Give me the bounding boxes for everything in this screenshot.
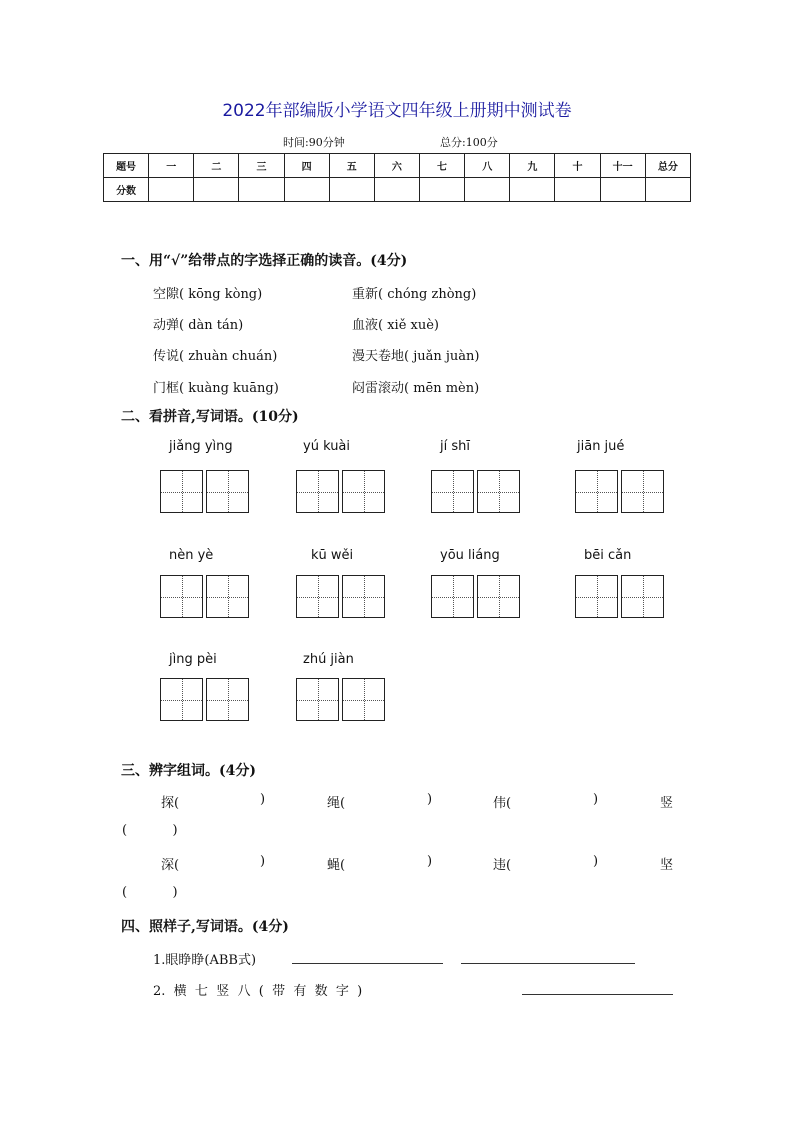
word-group-close: ) <box>593 792 599 807</box>
writing-grid-box[interactable] <box>477 470 520 513</box>
score-table-header-row <box>104 154 691 178</box>
writing-grid-box[interactable] <box>296 470 339 513</box>
score-header-cell: 七 <box>419 154 464 178</box>
score-input-cell[interactable] <box>645 178 690 202</box>
writing-grid-box[interactable] <box>160 678 203 721</box>
pronunciation-item[interactable]: 传说( zhuàn chuán) <box>153 349 278 364</box>
word-group-char: 绳( <box>327 796 346 811</box>
pinyin-label: jìng pèi <box>169 652 217 667</box>
section-1-heading: 一、用“√”给带点的字选择正确的读音。(4分) <box>121 253 408 269</box>
score-header-cell: 一 <box>149 154 194 178</box>
score-input-cell[interactable] <box>329 178 374 202</box>
score-input-cell[interactable] <box>194 178 239 202</box>
score-table <box>103 153 691 202</box>
word-group-char: 探( <box>161 796 180 811</box>
time-limit: 时间:90分钟 <box>283 136 345 149</box>
score-header-cell: 总分 <box>645 154 690 178</box>
word-group-close: ) <box>427 854 433 869</box>
writing-grid-box[interactable] <box>296 575 339 618</box>
score-input-cell[interactable] <box>600 178 645 202</box>
writing-grid-box[interactable] <box>342 678 385 721</box>
pronunciation-item[interactable]: 漫天卷地( juǎn juàn) <box>352 349 480 364</box>
word-group-close: ) <box>427 792 433 807</box>
pronunciation-item[interactable]: 动弹( dàn tán) <box>153 318 244 333</box>
writing-grid-box[interactable] <box>621 575 664 618</box>
word-group-char: 违( <box>493 858 512 873</box>
pronunciation-item[interactable]: 空隙( kōng kòng) <box>153 287 263 302</box>
pinyin-label: jiān jué <box>577 439 625 454</box>
pinyin-label: yú kuài <box>303 439 351 454</box>
score-header-cell: 六 <box>374 154 419 178</box>
score-input-cell[interactable] <box>374 178 419 202</box>
word-group-close: ) <box>260 854 266 869</box>
pronunciation-item[interactable]: 闷雷滚动( mēn mèn) <box>352 381 480 396</box>
word-group-blank[interactable]: ( ) <box>122 885 178 900</box>
score-row-label: 分数 <box>104 178 149 202</box>
word-group-char: 蝇( <box>327 858 346 873</box>
writing-grid-box[interactable] <box>296 678 339 721</box>
score-header-cell: 八 <box>465 154 510 178</box>
answer-line[interactable] <box>522 993 673 995</box>
score-input-cell[interactable] <box>510 178 555 202</box>
pronunciation-item[interactable]: 重新( chóng zhòng) <box>352 287 477 302</box>
pinyin-label: bēi cǎn <box>584 548 632 563</box>
score-input-cell[interactable] <box>284 178 329 202</box>
writing-grid-box[interactable] <box>575 575 618 618</box>
score-input-cell[interactable] <box>465 178 510 202</box>
score-header-cell: 三 <box>239 154 284 178</box>
score-header-cell: 十一 <box>600 154 645 178</box>
total-score: 总分:100分 <box>440 136 498 149</box>
section-4-heading: 四、照样子,写词语。(4分) <box>121 919 289 935</box>
writing-grid-box[interactable] <box>160 575 203 618</box>
pinyin-label: jiǎng yìng <box>169 439 233 454</box>
score-input-cell[interactable] <box>555 178 600 202</box>
writing-grid-box[interactable] <box>160 470 203 513</box>
score-table-score-row <box>104 178 691 202</box>
writing-grid-box[interactable] <box>477 575 520 618</box>
word-group-char: 伟( <box>493 796 512 811</box>
score-input-cell[interactable] <box>149 178 194 202</box>
word-group-char: 坚 <box>660 858 674 873</box>
pinyin-label: jí shī <box>440 439 470 454</box>
writing-grid-box[interactable] <box>342 470 385 513</box>
word-group-blank[interactable]: ( ) <box>122 823 178 838</box>
score-header-cell: 五 <box>329 154 374 178</box>
score-header-cell: 十 <box>555 154 600 178</box>
word-group-close: ) <box>593 854 599 869</box>
writing-grid-box[interactable] <box>575 470 618 513</box>
writing-grid-box[interactable] <box>206 678 249 721</box>
writing-grid-box[interactable] <box>431 470 474 513</box>
word-group-close: ) <box>260 792 266 807</box>
pronunciation-item[interactable]: 血液( xiě xuè) <box>352 318 439 333</box>
pinyin-label: nèn yè <box>169 548 214 563</box>
score-input-cell[interactable] <box>419 178 464 202</box>
score-header-cell: 九 <box>510 154 555 178</box>
word-group-char: 深( <box>161 858 180 873</box>
score-header-cell: 题号 <box>104 154 149 178</box>
answer-line[interactable] <box>461 962 635 964</box>
page-title: 2022年部编版小学语文四年级上册期中测试卷 <box>222 101 572 121</box>
score-header-cell: 二 <box>194 154 239 178</box>
score-input-cell[interactable] <box>239 178 284 202</box>
example-item-1: 1.眼睁睁(ABB式) <box>153 953 257 968</box>
writing-grid-box[interactable] <box>621 470 664 513</box>
writing-grid-box[interactable] <box>431 575 474 618</box>
pinyin-label: kū wěi <box>311 548 354 563</box>
writing-grid-box[interactable] <box>206 575 249 618</box>
pinyin-label: zhú jiàn <box>303 652 354 667</box>
section-3-heading: 三、辨字组词。(4分) <box>121 763 256 779</box>
pinyin-label: yōu liáng <box>440 548 500 563</box>
writing-grid-box[interactable] <box>206 470 249 513</box>
pronunciation-item[interactable]: 门框( kuàng kuāng) <box>153 381 279 396</box>
writing-grid-box[interactable] <box>342 575 385 618</box>
section-2-heading: 二、看拼音,写词语。(10分) <box>121 409 299 425</box>
answer-line[interactable] <box>292 962 443 964</box>
score-header-cell: 四 <box>284 154 329 178</box>
word-group-char: 竖 <box>660 796 674 811</box>
example-item-2: 2. 横 七 竖 八 ( 带 有 数 字 ) <box>153 984 363 999</box>
